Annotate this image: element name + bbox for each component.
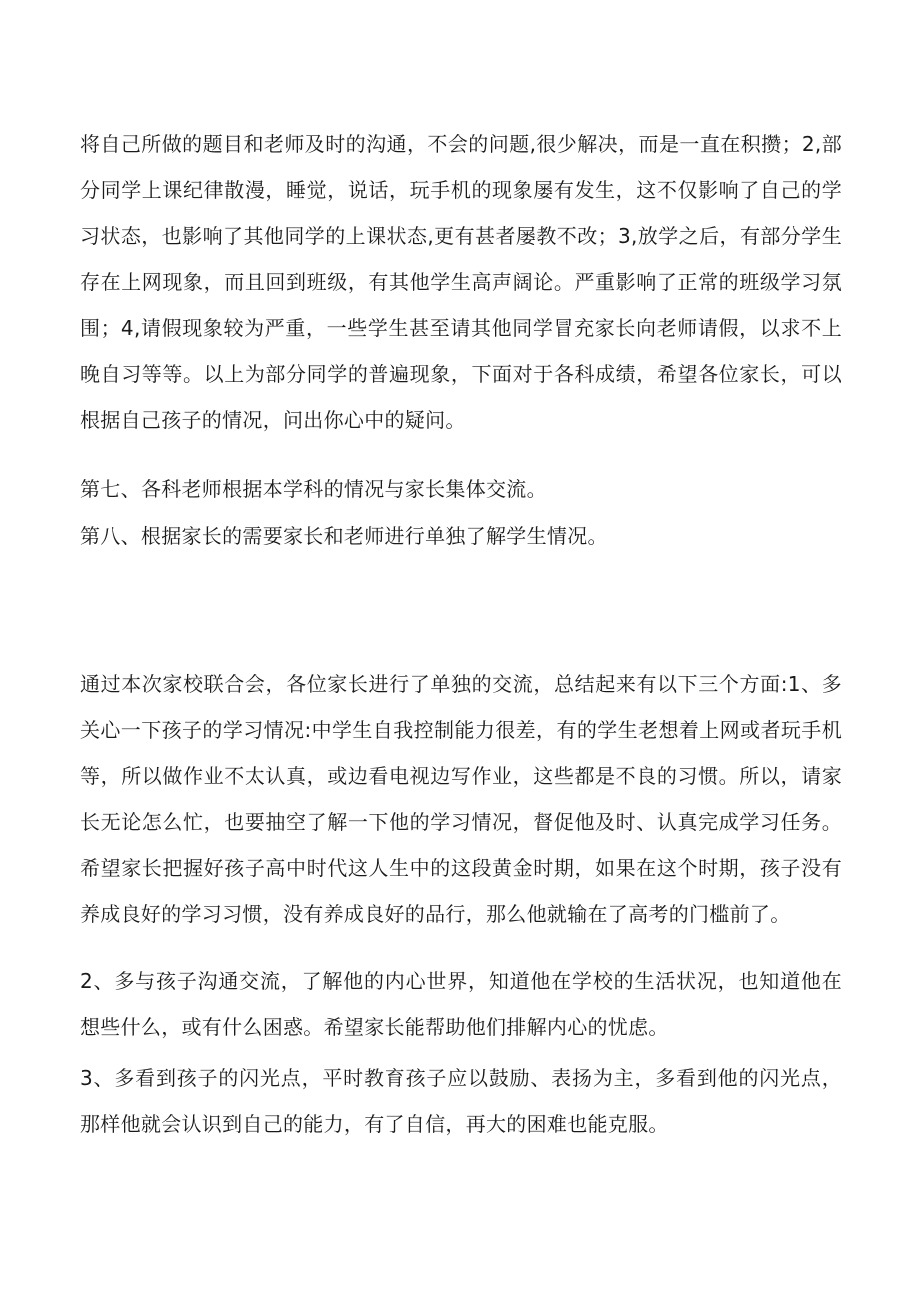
paragraph-summary-point-one: 通过本次家校联合会，各位家长进行了单独的交流，总结起来有以下三个方面:1、多关心一下孩子的学习情况:中学生自我控制能力很差，有的学生老想着上网或者玩手机等，所以做作业不太认真，或边看电视边写作业，这些都是不良的习惯。所以，请家长无论怎么忙，也要抽空了解一下他的学习情况，督促他及时、认真完成学习任务。希望家长把握好孩子高中时代这人生中的这段黄金时期，如果在这个时期，孩子没有养成良好的学习习惯，没有养成良好的品行，那么他就输在了高考的门槛前了。 — [80, 672, 842, 926]
paragraph-point-two: 2、多与孩子沟通交流，了解他的内心世界，知道他在学校的生活状况，也知道他在想些什么，或有什么困惑。希望家长能帮助他们排解内心的忧虑。 — [80, 969, 842, 1039]
paragraph-step-eight: 第八、根据家长的需要家长和老师进行单独了解学生情况。 — [80, 524, 608, 548]
paragraph-point-three: 3、多看到孩子的闪光点，平时教育孩子应以鼓励、表扬为主，多看到他的闪光点，那样他就会认识到自己的能力，有了自信，再大的困难也能克服。 — [80, 1066, 842, 1136]
paragraph-student-issues: 将自己所做的题目和老师及时的沟通，不会的问题,很少解决，而是一直在积攒；2,部分同学上课纪律散漫，睡觉，说话，玩手机的现象屡有发生，这不仅影响了自己的学习状态，也影响了其他同学的上课状态,更有甚者屡教不改；3,放学之后，有部分学生存在上网现象，而且回到班级，有其他学生高声阔论。严重影响了正常的班级学习氛围；4,请假现象较为严重，一些学生甚至请其他同学冒充家长向老师请假，以求不上晚自习等等。以上为部分同学的普遍现象，下面对于各科成绩，希望各位家长，可以根据自己孩子的情况，问出你心中的疑问。 — [80, 132, 842, 432]
paragraph-step-seven: 第七、各科老师根据本学科的情况与家长集体交流。 — [80, 477, 547, 501]
